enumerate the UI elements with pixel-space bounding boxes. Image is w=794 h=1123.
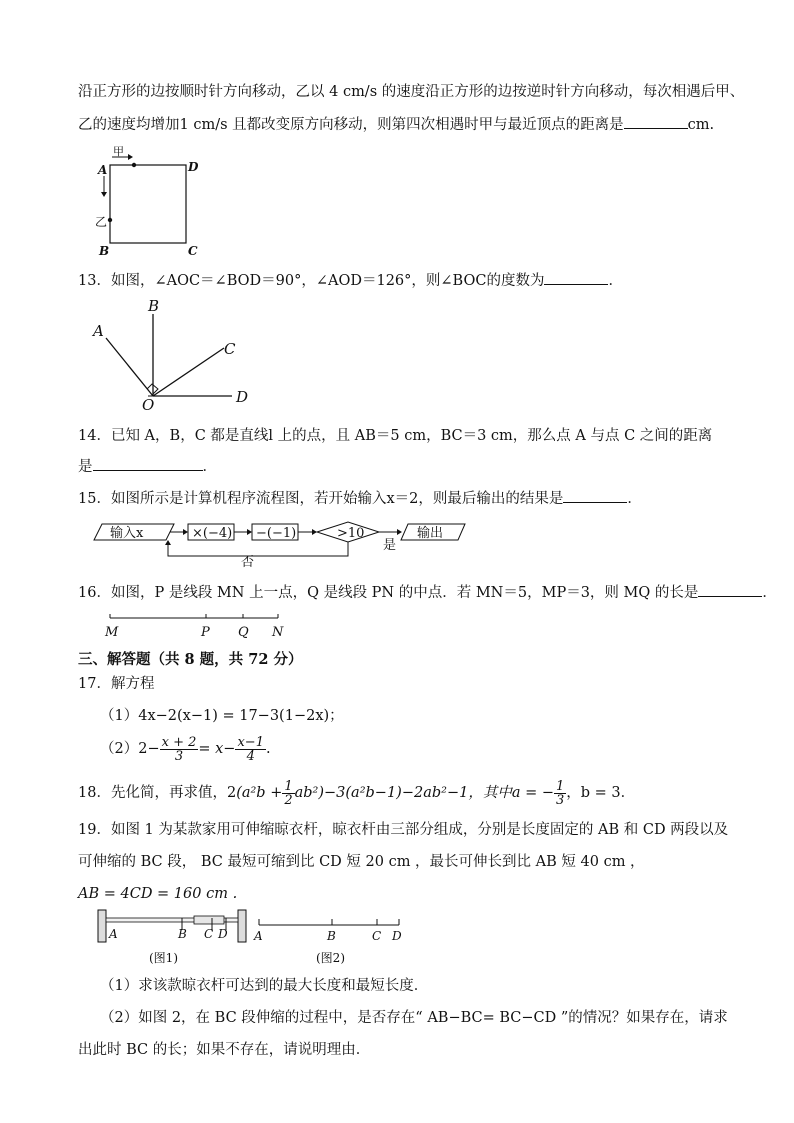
- q12-label-yi: 乙: [95, 215, 108, 229]
- q19-part2-line1: （2）如图 2，在 BC 段伸缩的过程中，是否存在“ AB−BC= BC−CD ”的情况？如果存在，请求: [100, 1010, 728, 1026]
- q15-text: [78, 488, 642, 509]
- q15-flow-multiply: ×(−4): [192, 526, 233, 541]
- q15-answer-blank: [563, 488, 627, 503]
- q18-third-numerator: 1: [555, 778, 565, 794]
- q19-fig1-label-B: B: [178, 927, 187, 941]
- q13-label-D: D: [236, 388, 249, 406]
- q13-answer-blank: [544, 270, 608, 285]
- q16-label-N: N: [272, 625, 284, 640]
- q13-angle-figure: [90, 296, 260, 416]
- q15-flow-no: 否: [241, 555, 255, 570]
- q12-label-A: A: [98, 163, 108, 177]
- q19-fig2-caption: (图2): [316, 951, 345, 965]
- q18-text-c: ab²)−3(a²b−1)−2ab²−1，其中a = −: [294, 785, 554, 801]
- q13-label-C: C: [224, 340, 236, 358]
- q17-part2-c: .: [265, 741, 271, 757]
- q19-line1: 19．如图 1 为某款家用可伸缩晾衣杆，晾衣杆由三部分组成，分别是长度固定的 AB 和 CD 两段以及: [78, 822, 729, 838]
- q14-text-line2: [78, 456, 217, 477]
- q12-text-line2-a: 乙的速度均增加1 cm/s 且都改变原方向移动，则第四次相遇时甲与最近顶点的距离是: [78, 117, 624, 133]
- q17-title: 17．解方程: [78, 676, 155, 692]
- q18-text-b: (a²b +: [236, 785, 283, 801]
- q17-part2: [100, 732, 271, 766]
- section-3-heading: 三、解答题（共 8 题，共 72 分）: [78, 651, 303, 668]
- q15-number: 15．: [78, 491, 111, 507]
- q19-fig2-label-D: D: [392, 929, 402, 943]
- q14-text-line1: [78, 426, 712, 446]
- q14-text-line1-content: 已知 A，B，C 都是直线l 上的点，且 AB＝5 cm，BC＝3 cm，那么点 A 与点 C 之间的距离: [110, 428, 713, 444]
- q13-text-a: 如图，∠AOC＝∠BOD＝90°，∠AOD＝126°，则∠BOC的度数为: [110, 273, 545, 289]
- q12-label-B: B: [99, 244, 110, 258]
- q18-text-d: ，b = 3．: [566, 785, 636, 801]
- q16-label-Q: Q: [238, 625, 249, 640]
- q16-answer-blank: [698, 582, 762, 597]
- q18-third-denominator: 3: [555, 792, 565, 808]
- q16-segment-figure: [100, 612, 300, 642]
- q18-fraction-third: [554, 780, 566, 807]
- q19-fig2-label-B: B: [327, 929, 336, 943]
- q19-fig1-label-C: C: [204, 927, 214, 941]
- q16-text-b: ．: [762, 585, 777, 601]
- q12-label-D: D: [188, 160, 199, 174]
- q19-fig1-label-A: A: [109, 927, 118, 941]
- q12-answer-blank: [624, 114, 688, 129]
- q15-flow-input: 输入x: [110, 526, 144, 541]
- q12-text-line1: 沿正方形的边按顺时针方向移动，乙以 4 cm/s 的速度沿正方形的边按逆时针方向移动，每次相遇后甲、: [78, 84, 745, 100]
- q16-text: [78, 582, 777, 603]
- q12-text-line2: [78, 114, 714, 135]
- q13-label-B: B: [148, 297, 160, 315]
- q15-flow-yes: 是: [383, 538, 397, 553]
- q13-text: [78, 270, 623, 291]
- q15-flow-subtract: −(−1): [256, 526, 297, 541]
- q17-fraction-2-denominator: 4: [246, 748, 255, 764]
- q17-fraction-1: [160, 736, 199, 763]
- q14-text-line2-a: 是: [78, 459, 93, 475]
- q12-text-line2-b: cm.: [687, 117, 715, 133]
- q19-line2: 可伸缩的 BC 段， BC 最短可缩到比 CD 短 20 cm ，最长可伸长到比 AB 短 40 cm ，: [78, 854, 645, 870]
- q14-text-line2-b: ．: [202, 459, 217, 475]
- q17-fraction-2: [235, 736, 266, 763]
- q16-number: 16．: [78, 585, 111, 601]
- q16-text-a: 如图，P 是线段 MN 上一点，Q 是线段 PN 的中点．若 MN＝5，MP＝3，则 MQ 的长是: [110, 585, 699, 601]
- q18-half-denominator: 2: [284, 792, 293, 808]
- q17-part1: （1）4x−2(x−1) = 17−3(1−2x)；: [100, 708, 344, 724]
- q13-text-b: ．: [608, 273, 623, 289]
- q19-fig1-caption: (图1): [149, 951, 178, 965]
- q15-text-b: ．: [627, 491, 642, 507]
- q19-figure2-segment: [254, 908, 414, 968]
- q19-part1: （1）求该款晾衣杆可达到的最大长度和最短长度．: [100, 978, 429, 994]
- q19-part2-line2: 出此时 BC 的长；如果不存在，请说明理由．: [78, 1042, 371, 1058]
- q19-fig2-label-A: A: [254, 929, 263, 943]
- q13-label-A: A: [93, 322, 104, 340]
- q15-flow-output: 输出: [417, 526, 444, 541]
- q19-line3: AB = 4CD = 160 cm .: [78, 886, 238, 902]
- q17-part2-a: （2）2−: [100, 741, 160, 757]
- q19-figure1-clothes-rod: [94, 908, 254, 968]
- q12-square-figure: [92, 140, 212, 260]
- q19-fig2-label-C: C: [372, 929, 382, 943]
- q18-half-numerator: 1: [284, 778, 293, 794]
- q17-fraction-1-numerator: x + 2: [161, 734, 197, 750]
- q14-number: 14．: [78, 428, 111, 444]
- q14-answer-blank: [93, 456, 203, 471]
- q16-label-P: P: [201, 625, 210, 640]
- q15-flow-condition: >10: [337, 526, 365, 541]
- q13-number: 13．: [78, 273, 111, 289]
- q15-flowchart: [92, 518, 482, 568]
- q17-fraction-1-denominator: 3: [174, 748, 184, 764]
- q16-label-M: M: [105, 625, 119, 640]
- q18-fraction-half: [282, 780, 294, 807]
- q18-text: [78, 776, 635, 810]
- q12-label-jia: 甲: [113, 145, 124, 158]
- q19-fig1-label-D: D: [218, 927, 228, 941]
- q13-label-O: O: [142, 396, 155, 414]
- q12-label-C: C: [188, 244, 198, 258]
- q15-text-a: 如图所示是计算机程序流程图，若开始输入x＝2，则最后输出的结果是: [110, 491, 564, 507]
- q17-fraction-2-numerator: x−1: [237, 734, 264, 750]
- q17-part2-b: = x−: [198, 741, 236, 757]
- q18-text-a: 18．先化简，再求值，2: [78, 785, 237, 801]
